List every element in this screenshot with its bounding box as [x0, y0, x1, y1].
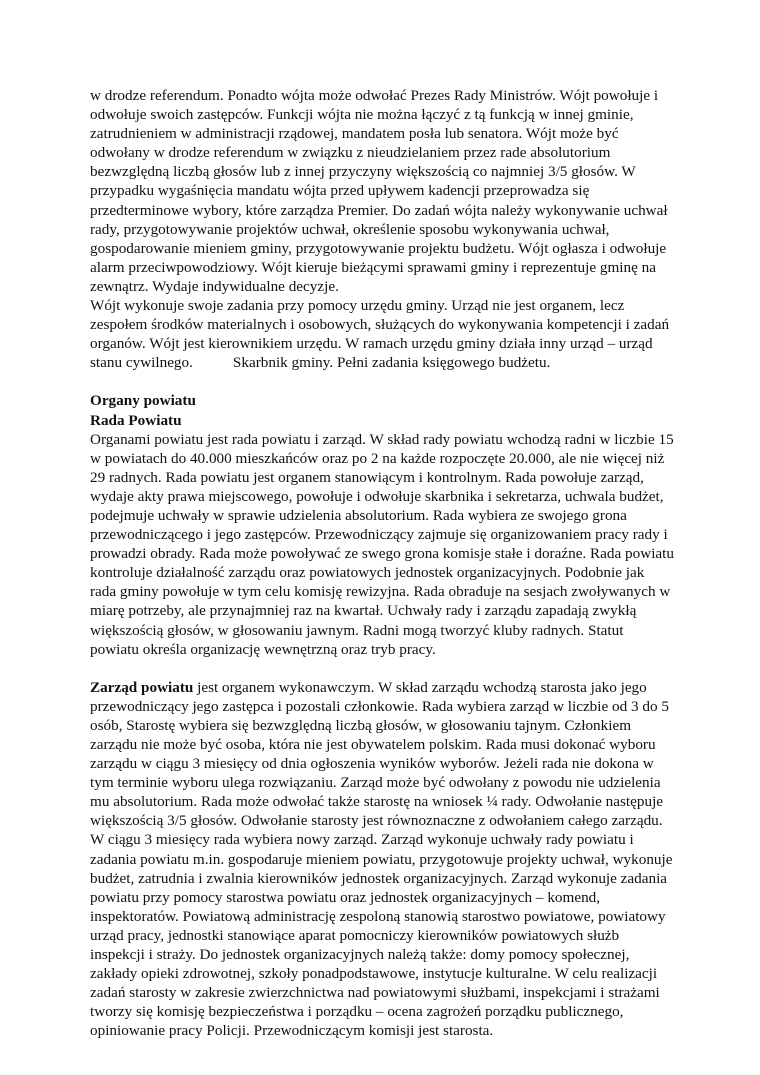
section-spacer	[90, 372, 674, 391]
document-page	[90, 86, 674, 1041]
intro-paragraph: w drodze referendum. Ponadto wójta może odwołać Prezes Rady Ministrów. Wójt powołuje i odwołuje swoich zastępców. Funkcji wójta nie można łączyć z tą funkcją w innej gminie, zatrudnieniem w administracji rządowej, mandatem posła lub senatora. Wójt może być odwołany w drodze referendum w związku z nieudzielaniem przez rade absolutorium bezwzględną liczbą głosów lub z innej przyczyny większością co najmniej 3/5 głosów. W przypadku wygaśnięcia mandatu wójta przed upływem kadencji przeprowadza się przedterminowe wybory, które zarządza Premier. Do zadań wójta należy wykonywanie uchwał rady, przygotowywanie projektów uchwał, określenie sposobu wykonywania uchwał, gospodarowanie mieniem gminy, przygotowywanie projektu budżetu. Wójt ogłasza i odwołuje alarm przeciwpowodziowy. Wójt kieruje bieżącymi sprawami gminy i reprezentuje gminę na zewnątrz. Wydaje indywidualne decyzje.	[90, 87, 668, 295]
council-paragraph: Organami powiatu jest rada powiatu i zarząd. W skład rady powiatu wchodzą radni w liczbie 15 w powiatach do 40.000 mieszkańców oraz po 2 na każde rozpoczęte 20.000, ale nie więcej niż 29 radnych. Rada powiatu jest organem stanowiącym i kontrolnym. Rada powołuje zarząd, wydaje akty prawa miejscowego, powołuje i odwołuje skarbnika i sekretarza, uchwala budżet, podejmuje uchwały w sprawie udzielenia absolutorium. Rada wybiera ze swojego grona przewodniczącego i jego zastępców. Przewodniczący zajmuje się organizowaniem pracy rady i prowadzi obrady. Rada może powoływać ze swego grona komisje stałe i doraźne. Rada powiatu kontroluje działalność zarządu oraz powiatowych jednostek organizacyjnych. Podobnie jak rada gminy powołuje w tym celu komisję rewizyjna. Rada obraduje na sesjach zwoływanych w miarę potrzeby, ale przynajmniej raz na kwartał. Uchwały rady i zarządu zapadają zwykłą większością głosów, w głosowaniu jawnym. Radni mogą tworzyć kluby radnych. Statut powiatu określa organizację wewnętrzną oraz tryb pracy.	[90, 430, 674, 658]
board-paragraph-text: jest organem wykonawczym. W skład zarządu wchodzą starosta jako jego przewodniczący jego zastępca i pozostali członkowie. Rada wybiera zarząd w liczbie od 3 do 5 osób, Starostę wybiera się bezwzględną liczbą głosów, w głosowaniu tajnym. Członkiem zarządu nie może być osoba, która nie jest obywatelem polskim. Rada musi dokonać wyboru zarządu w ciągu 3 miesięcy od dnia ogłoszenia wyników wyborów. Jeżeli rada nie dokona w tym terminie wyboru ulega rozwiązaniu. Zarząd może być odwołany z powodu nie udzielenia mu absolutorium. Rada może odwołać także starostę na wniosek ¼ rady. Odwołanie następuje większością 3/5 głosów. Odwołanie starosty jest równoznaczne z odwołaniem całego zarządu. W ciągu 3 miesięcy rada wybiera nowy zarząd. Zarząd wykonuje uchwały rady powiatu i zadania powiatu m.in. gospodaruje mieniem powiatu, przygotowuje projekty uchwał, wykonuje budżet, zatrudnia i zwalnia kierowników jednostek organizacyjnych. Zarząd wykonuje zadania powiatu przy pomocy starostwa powiatu oraz jednostek organizacyjnych – komend, inspektoratów. Powiatową administrację zespoloną stanowią starostwo powiatowe, powiatowy urząd pracy, jednostki stanowiące aparat pomocniczy kierowników powiatowych służb inspekcji i straży. Do jednostek organizacyjnych należą także: domy pomocy społecznej, zakłady opieki zdrowotnej, szkoły ponadpodstawowe, instytucje kulturalne. W celu realizacji zadań starosty w zakresie zwierzchnictwa nad powiatowymi służbami, inspekcjami i strażami tworzy się komisję bezpieczeństwa i porządku – ocena zagrożeń porządku publicznego, opiniowanie pracy Policji. Przewodniczącym komisji jest starosta.	[90, 678, 673, 1040]
board-paragraph	[90, 678, 674, 1041]
section-spacer	[90, 659, 674, 678]
office-paragraph	[90, 296, 674, 372]
heading-council: Rada Powiatu	[90, 411, 182, 429]
office-paragraph-text: Wójt wykonuje swoje zadania przy pomocy urzędu gminy. Urząd nie jest organem, lecz zespołem środków materialnych i osobowych, służących do wykonywania kompetencji i zadań organów. Wójt jest kierownikiem urzędu. W ramach urzędu gminy działa inny urząd – urząd stanu cywilnego.	[90, 297, 670, 372]
board-lead-term: Zarząd powiatu	[90, 678, 194, 696]
treasurer-text: Skarbnik gminy. Pełni zadania księgowego budżetu.	[232, 354, 551, 372]
heading-organs: Organy powiatu	[90, 392, 196, 410]
